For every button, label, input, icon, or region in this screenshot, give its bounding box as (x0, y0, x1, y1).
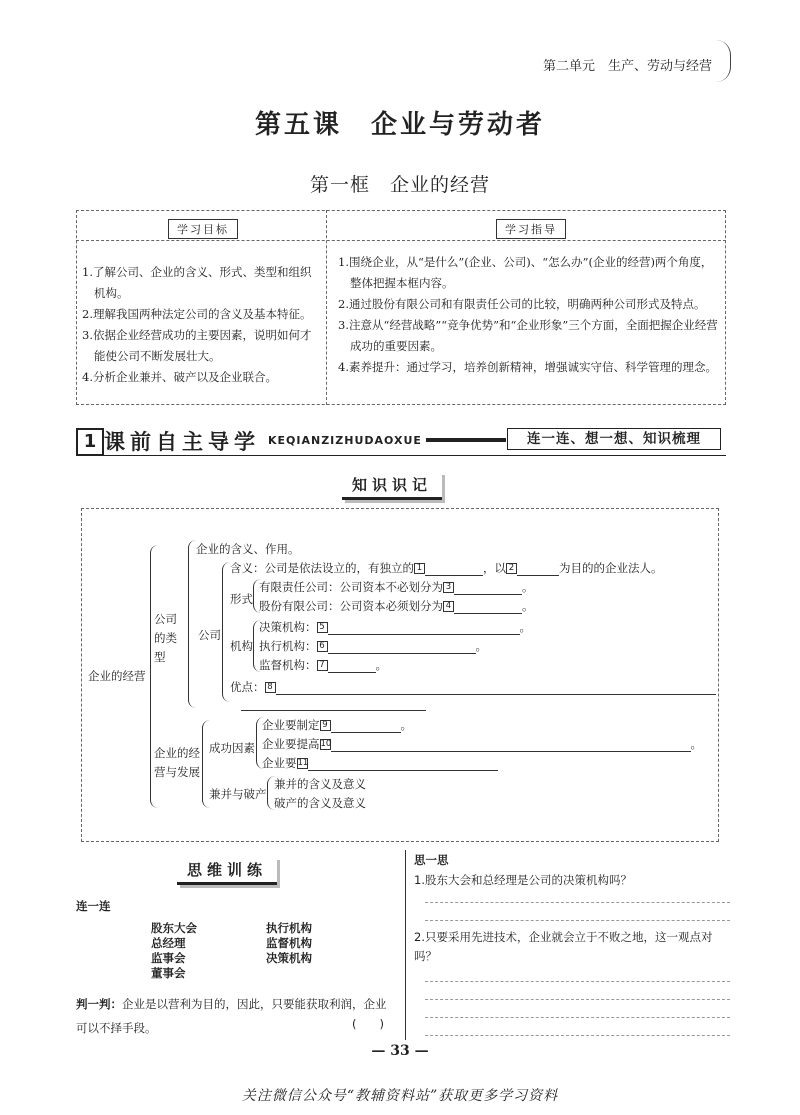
definition-text-a: 含义：公司是依法设立的，有独立的 (230, 561, 414, 575)
success-strategy-row (262, 717, 412, 733)
column-divider (405, 850, 406, 1040)
learning-guide-list (338, 252, 722, 378)
period: 。 (375, 658, 387, 672)
match-left-item[interactable]: 监事会 (151, 951, 186, 965)
form-limited-text: 有限责任公司：公司资本不必划分为 (259, 580, 443, 594)
org-execute-row (259, 638, 487, 654)
page-number: — 33 — (371, 1043, 429, 1059)
banner-rule (426, 438, 506, 442)
answer-line[interactable] (425, 981, 730, 982)
forms-label: 形式 (230, 592, 253, 606)
period: 。 (522, 580, 534, 594)
definition-row (230, 560, 663, 576)
blank-line[interactable] (328, 659, 376, 673)
think-question-1: 1.股东大会和总经理是公司的决策机构吗？ (414, 873, 632, 887)
period: 。 (522, 599, 534, 613)
success-label: 成功因素 (209, 741, 255, 755)
definition-text-c: 为目的的企业法人。 (559, 561, 663, 575)
section-title: 第一框 企业的经营 (309, 174, 490, 196)
banner-underline (76, 455, 726, 456)
answer-line[interactable] (425, 902, 730, 903)
org-supervise-row (259, 657, 387, 673)
match-label: 连一连 (76, 899, 111, 913)
goal-item: 4.分析企业兼并、破产以及企业联合。 (82, 370, 277, 384)
success-improve-row (262, 736, 702, 752)
company-label: 公司 (198, 628, 221, 642)
knowledge-title: 知识识记 (342, 472, 442, 500)
match-right-column (266, 921, 312, 966)
advantage-row (230, 679, 716, 695)
goal-item: 3.依据企业经营成功的主要因素，说明如何才能使公司不断发展壮大。 (82, 328, 312, 363)
judge-answer-paren[interactable]: ( ) (352, 1017, 384, 1031)
blank-line[interactable] (276, 681, 716, 695)
objectives-header-line (76, 240, 726, 241)
dev-label: 企业的经营与发展 (154, 746, 200, 779)
advantage-label: 优点： (230, 680, 265, 694)
period: 。 (400, 718, 412, 732)
blank-line[interactable] (454, 600, 522, 614)
banner-tag: 连一连、想一想、知识梳理 (507, 428, 721, 450)
lesson-title: 第五课 企业与劳动者 (254, 110, 545, 140)
answer-line[interactable] (425, 999, 730, 1000)
match-left-column (151, 921, 197, 981)
form-stock-row (259, 598, 534, 614)
company-brace (188, 540, 197, 708)
answer-line[interactable] (425, 920, 730, 921)
form-limited-row (259, 579, 534, 595)
knowledge-map (81, 508, 719, 842)
answer-line[interactable] (425, 1035, 730, 1036)
learning-goals-list (82, 262, 322, 388)
match-left-item[interactable]: 董事会 (151, 966, 186, 980)
blank-line[interactable] (454, 581, 522, 595)
blank-number: 8 (265, 682, 276, 693)
advantage-blank-line-2[interactable] (241, 710, 426, 711)
banner-pinyin: KEQIANZIZHUDAOXUE (268, 434, 422, 447)
blank-line[interactable] (328, 640, 476, 654)
success-must-text: 企业要 (262, 756, 297, 770)
goal-item: 1.了解公司、企业的含义、形式、类型和组织机构。 (82, 265, 312, 300)
judge-label: 判一判： (76, 997, 122, 1011)
org-label: 机构 (230, 639, 253, 653)
blank-number: 5 (317, 622, 328, 633)
guide-item: 4.素养提升：通过学习，培养创新精神，增强诚实守信、科学管理的理念。 (338, 360, 717, 374)
match-left-item[interactable]: 股东大会 (151, 921, 197, 935)
banner-number: 1 (76, 428, 104, 456)
footer-note: 关注微信公众号“教辅资料站”获取更多学习资料 (241, 1088, 559, 1104)
merge-label: 兼并与破产 (209, 787, 267, 801)
blank-number: 6 (317, 641, 328, 652)
match-right-item[interactable]: 决策机构 (266, 951, 312, 965)
org-execute-text: 执行机构： (259, 639, 317, 653)
banner-title: 课前自主导学 (104, 430, 260, 454)
enterprise-meaning: 企业的含义、作用。 (196, 542, 300, 556)
header-bracket (716, 40, 731, 82)
bankruptcy-item: 破产的含义及意义 (274, 796, 366, 810)
judge-question (76, 992, 394, 1040)
guide-item: 3.注意从“经营战略”“竞争优势”和“企业形象”三个方面，全面把握企业经营成功的重要因素。 (338, 318, 718, 353)
merge-item: 兼并的含义及意义 (274, 777, 366, 791)
guide-item: 2.通过股份有限公司和有限责任公司的比较，明确两种公司形式及特点。 (338, 297, 706, 311)
objectives-right-heading: 学习指导 (496, 219, 566, 239)
success-improve-text: 企业要提高 (262, 737, 320, 751)
success-strategy-text: 企业要制定 (262, 718, 320, 732)
objectives-left-heading: 学习目标 (168, 219, 238, 239)
blank-line[interactable] (331, 738, 691, 752)
running-header: 第二单元 生产、劳动与经营 (542, 59, 712, 74)
answer-line[interactable] (425, 1017, 730, 1018)
match-left-item[interactable]: 总经理 (151, 936, 186, 950)
period: 。 (690, 737, 702, 751)
company-types-label: 公司的类型 (154, 612, 177, 664)
guide-item: 1.围绕企业，从“是什么”(企业、公司)、“怎么办”(企业的经营)两个角度，整体把握本框内容。 (338, 255, 713, 290)
match-right-item[interactable]: 执行机构 (266, 921, 312, 935)
think-question-2: 2.只要采用先进技术，企业就会立于不败之地，这一观点对吗？ (414, 930, 713, 963)
blank-number: 3 (443, 582, 454, 593)
match-right-item[interactable]: 监督机构 (266, 936, 312, 950)
period: 。 (519, 620, 531, 634)
blank-line[interactable] (308, 757, 498, 771)
blank-number: 1 (414, 563, 425, 574)
blank-number: 11 (297, 758, 309, 768)
goal-item: 2.理解我国两种法定公司的含义及基本特征。 (82, 307, 312, 321)
blank-number: 7 (317, 660, 328, 671)
org-decision-text: 决策机构： (259, 620, 317, 634)
thinking-title: 思维训练 (177, 857, 277, 885)
blank-number: 9 (320, 720, 331, 731)
period: 。 (475, 639, 487, 653)
blank-number: 2 (506, 563, 517, 574)
org-decision-row (259, 619, 531, 635)
blank-line[interactable] (331, 719, 401, 733)
success-must-row (262, 755, 498, 771)
blank-number: 10 (320, 739, 332, 749)
blank-line[interactable] (328, 621, 520, 635)
form-stock-text: 股份有限公司：公司资本必须划分为 (259, 599, 443, 613)
blank-line[interactable] (517, 562, 559, 576)
blank-line[interactable] (425, 562, 483, 576)
definition-text-b: ，以 (483, 561, 506, 575)
org-supervise-text: 监督机构： (259, 658, 317, 672)
blank-number: 4 (443, 601, 454, 612)
judge-text: 企业是以营利为目的，因此，只要能获取利润，企业可以不择手段。 (76, 997, 387, 1035)
think-label: 思一思 (414, 853, 449, 867)
map-root: 企业的经营 (88, 669, 146, 683)
